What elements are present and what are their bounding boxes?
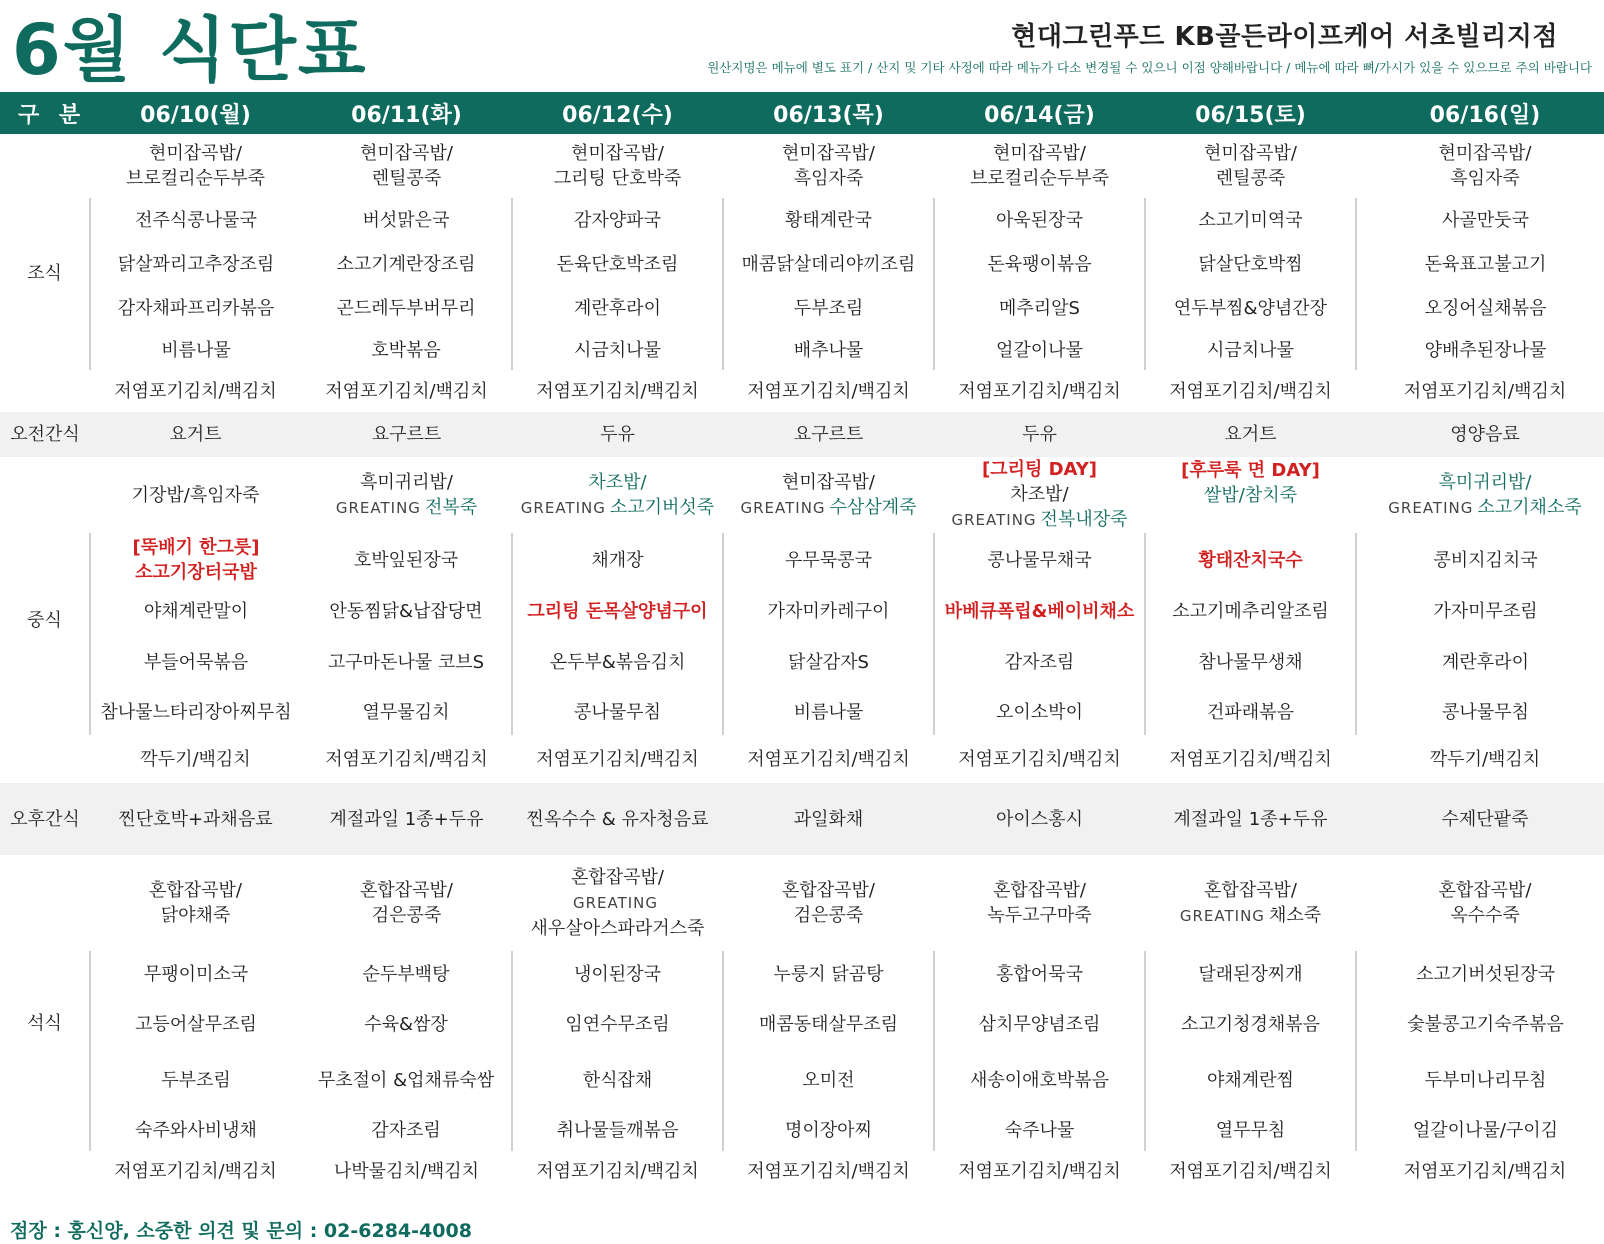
menu-cell: 감자조림 bbox=[934, 635, 1145, 689]
menu-cell: 저염포기김치/백김치 bbox=[958, 380, 1121, 402]
header-day: 06/15(토) bbox=[1145, 92, 1356, 134]
menu-cell: 배추나물 bbox=[723, 330, 934, 370]
breakfast-row bbox=[0, 370, 1604, 412]
menu-cell: 채개장 bbox=[512, 533, 723, 587]
menu-cell: 우무묵콩국 bbox=[723, 533, 934, 587]
menu-cell: 혼합잡곡밥/ 녹두고구마죽 bbox=[987, 880, 1092, 926]
menu-cell: 오이소박이 bbox=[934, 689, 1145, 735]
menu-cell: 나박물김치/백김치 bbox=[333, 1160, 480, 1182]
menu-cell: 현미잡곡밥/ 브로컬리순두부죽 bbox=[125, 143, 266, 189]
menu-cell: 흑미귀리밥/ GREATING 소고기채소죽 bbox=[1388, 471, 1582, 518]
menu-cell: 깍두기/백김치 bbox=[140, 748, 251, 770]
menu-cell: 현미잡곡밥/ 그리팅 단호박죽 bbox=[553, 143, 682, 189]
menu-cell: 돈육팽이볶음 bbox=[934, 242, 1145, 286]
menu-cell: 혼합잡곡밥/ 검은콩죽 bbox=[781, 880, 875, 926]
menu-cell: 숯불콩고기숙주볶음 bbox=[1356, 997, 1604, 1051]
menu-cell: 혼합잡곡밥/ 검은콩죽 bbox=[359, 880, 453, 926]
notice-text: 원산지명은 메뉴에 별도 표기 / 산지 및 기타 사정에 따라 메뉴가 다소 변경될 수 있으니 이점 양해바랍니다 / 메뉴에 따라 뼈/가시가 있을 수 있으므로 주의 바랍니다 bbox=[707, 60, 1592, 75]
page-title: 6월 식단표 bbox=[12, 9, 368, 91]
menu-cell: 혼합잡곡밥/ GREATING 새우살아스파라거스죽 bbox=[530, 867, 705, 939]
menu-cell: 계란후라이 bbox=[1356, 635, 1604, 689]
menu-cell: 무초절이 &업채류숙쌈 bbox=[317, 1069, 495, 1091]
menu-cell: 취나물들깨볶음 bbox=[512, 1109, 723, 1151]
menu-cell: 삼치무양념조림 bbox=[934, 997, 1145, 1051]
greating-logo: GREATING bbox=[335, 498, 421, 517]
menu-cell: 닭살꽈리고추장조림 bbox=[90, 242, 301, 286]
greating-logo: GREATING bbox=[740, 498, 826, 517]
menu-cell: 시금치나물 bbox=[1145, 330, 1356, 370]
menu-cell: 돈육표고불고기 bbox=[1356, 242, 1604, 286]
menu-cell: 콩비지김치국 bbox=[1356, 533, 1604, 587]
menu-cell: 깍두기/백김치 bbox=[1429, 748, 1541, 770]
menu-cell: 시금치나물 bbox=[512, 330, 723, 370]
menu-cell: 건파래볶음 bbox=[1145, 689, 1356, 735]
greating-logo: GREATING bbox=[1179, 906, 1265, 925]
greating-logo: GREATING bbox=[951, 511, 1037, 529]
menu-cell: 두부조림 bbox=[90, 1051, 301, 1109]
menu-cell: 매콤닭살데리야끼조림 bbox=[723, 242, 934, 286]
header-category: 구 분 bbox=[0, 92, 90, 134]
menu-cell: 숙주나물 bbox=[934, 1109, 1145, 1151]
menu-cell: 흑미귀리밥/ GREATING 전복죽 bbox=[335, 471, 478, 518]
menu-cell: 아이스홍시 bbox=[934, 783, 1145, 855]
menu-cell: 매콤동태살무조림 bbox=[723, 997, 934, 1051]
menu-cell: 숙주와사비냉채 bbox=[90, 1109, 301, 1151]
menu-cell: 홍합어묵국 bbox=[934, 951, 1145, 997]
footer-contact: 점장 : 홍신양, 소중한 의견 및 문의 : 02-6284-4008 bbox=[10, 1220, 472, 1242]
menu-cell: 황태잔치국수 bbox=[1145, 533, 1356, 587]
menu-cell: 아욱된장국 bbox=[934, 198, 1145, 242]
menu-cell: 닭살단호박찜 bbox=[1145, 242, 1356, 286]
menu-cell: 전주식콩나물국 bbox=[90, 198, 301, 242]
menu-cell: 고등어살무조림 bbox=[90, 997, 301, 1051]
menu-cell: 냉이된장국 bbox=[512, 951, 723, 997]
dinner-row bbox=[0, 1051, 1604, 1109]
menu-cell: 돈육단호박조림 bbox=[512, 242, 723, 286]
menu-cell: 콩나물무침 bbox=[512, 689, 723, 735]
menu-cell: 오징어실채볶음 bbox=[1356, 286, 1604, 330]
pm-snack-row bbox=[0, 783, 1604, 855]
menu-cell: 달래된장찌개 bbox=[1145, 951, 1356, 997]
category-dinner: 석식 bbox=[27, 1012, 62, 1034]
menu-cell: 참나물느타리장아찌무침 bbox=[90, 689, 301, 735]
menu-cell: 계란후라이 bbox=[512, 286, 723, 330]
header-day: 06/12(수) bbox=[512, 92, 723, 134]
menu-cell: 순두부백탕 bbox=[362, 963, 450, 985]
menu-cell: 소고기메추리알조림 bbox=[1145, 587, 1356, 635]
menu-cell: 계절과일 1종+두유 bbox=[301, 783, 512, 855]
menu-cell: 현미잡곡밥/ 흑임자죽 bbox=[1438, 143, 1532, 189]
menu-cell: 두유 bbox=[512, 412, 723, 457]
menu-cell: 저염포기김치/백김치 bbox=[747, 1160, 910, 1182]
menu-cell: 임연수무조림 bbox=[512, 997, 723, 1051]
menu-cell: 고구마돈나물 코브S bbox=[327, 651, 485, 673]
menu-cell: 명이장아찌 bbox=[723, 1109, 934, 1151]
menu-cell: 현미잡곡밥/ 렌틸콩죽 bbox=[1203, 143, 1297, 189]
menu-cell: 두부조림 bbox=[723, 286, 934, 330]
category-am-snack: 오전간식 bbox=[0, 412, 90, 457]
dinner-row bbox=[0, 997, 1604, 1051]
lunch-row bbox=[0, 735, 1604, 783]
am-snack-row bbox=[0, 412, 1604, 457]
menu-cell: 현미잡곡밥/ 렌틸콩죽 bbox=[359, 143, 453, 189]
menu-cell: 호박볶음 bbox=[371, 339, 441, 361]
menu-cell: 요거트 bbox=[90, 412, 301, 457]
menu-cell: 저염포기김치/백김치 bbox=[536, 380, 699, 402]
menu-cell: 감자채파프리카볶음 bbox=[90, 286, 301, 330]
menu-cell: [뚝배기 한그릇] 소고기장터국밥 bbox=[90, 533, 301, 587]
org-name: 현대그린푸드 KB골든라이프케어 서초빌리지점 bbox=[1011, 22, 1558, 52]
menu-cell: 열무물김치 bbox=[362, 701, 450, 723]
menu-cell: 곤드레두부버무리 bbox=[336, 297, 476, 319]
menu-cell: 수육&쌈장 bbox=[364, 1013, 448, 1035]
lunch-row bbox=[0, 457, 1604, 533]
menu-cell: 가자미무조림 bbox=[1356, 587, 1604, 635]
lunch-row bbox=[0, 587, 1604, 635]
lunch-row bbox=[0, 533, 1604, 587]
menu-cell: 비름나물 bbox=[90, 330, 301, 370]
menu-cell: 저염포기김치/백김치 bbox=[536, 748, 699, 770]
menu-cell: 참나물무생채 bbox=[1145, 635, 1356, 689]
menu-cell: 수제단팥죽 bbox=[1356, 783, 1604, 855]
menu-cell: 소고기청경채볶음 bbox=[1145, 997, 1356, 1051]
menu-cell: 야채계란찜 bbox=[1145, 1051, 1356, 1109]
menu-cell: 혼합잡곡밥/ 옥수수죽 bbox=[1438, 880, 1532, 926]
menu-cell: 연두부찜&양념간장 bbox=[1145, 286, 1356, 330]
menu-cell: 영양음료 bbox=[1356, 412, 1604, 457]
menu-cell: 저염포기김치/백김치 bbox=[536, 1160, 699, 1182]
menu-cell: 현미잡곡밥/ 흑임자죽 bbox=[781, 143, 875, 189]
menu-cell: 콩나물무채국 bbox=[934, 533, 1145, 587]
header-day: 06/10(월) bbox=[90, 92, 301, 134]
menu-cell: 온두부&볶음김치 bbox=[512, 635, 723, 689]
menu-cell: 콩나물무침 bbox=[1356, 689, 1604, 735]
menu-cell: 비름나물 bbox=[723, 689, 934, 735]
greating-logo: GREATING bbox=[1388, 498, 1474, 517]
dinner-row bbox=[0, 855, 1604, 951]
breakfast-row bbox=[0, 330, 1604, 370]
menu-cell: 감자조림 bbox=[371, 1119, 441, 1141]
menu-cell: 황태계란국 bbox=[723, 198, 934, 242]
menu-cell: 무팽이미소국 bbox=[90, 951, 301, 997]
menu-cell: 소고기미역국 bbox=[1145, 198, 1356, 242]
category-breakfast: 조식 bbox=[27, 262, 62, 284]
menu-cell: 저염포기김치/백김치 bbox=[114, 380, 277, 402]
menu-cell: [후루룩 면 DAY] 쌀밥/참치죽 bbox=[1181, 459, 1320, 506]
menu-cell: 차조밥/ GREATING 소고기버섯죽 bbox=[520, 471, 715, 518]
dinner-row bbox=[0, 1109, 1604, 1151]
menu-cell: 얼갈이나물 bbox=[934, 330, 1145, 370]
menu-cell: 저염포기김치/백김치 bbox=[114, 1160, 277, 1182]
greating-logo: GREATING bbox=[520, 498, 606, 517]
menu-cell: 요거트 bbox=[1145, 412, 1356, 457]
menu-cell: 찐옥수수 & 유자청음료 bbox=[512, 783, 723, 855]
category-pm-snack: 오후간식 bbox=[0, 783, 90, 855]
lunch-row bbox=[0, 635, 1604, 689]
menu-cell: 열무무침 bbox=[1145, 1109, 1356, 1151]
menu-cell: 야채계란말이 bbox=[90, 587, 301, 635]
menu-cell: 저염포기김치/백김치 bbox=[958, 1160, 1121, 1182]
menu-cell: 저염포기김치/백김치 bbox=[958, 748, 1121, 770]
menu-cell: 기장밥/흑임자죽 bbox=[131, 484, 260, 506]
menu-cell: 누룽지 닭곰탕 bbox=[723, 951, 934, 997]
menu-cell: 메추리알S bbox=[934, 286, 1145, 330]
menu-cell: 부들어묵볶음 bbox=[90, 635, 301, 689]
menu-cell: 저염포기김치/백김치 bbox=[1169, 1160, 1332, 1182]
header-day: 06/14(금) bbox=[934, 92, 1145, 134]
category-lunch: 중식 bbox=[27, 609, 62, 631]
breakfast-row bbox=[0, 286, 1604, 330]
menu-cell: [그리팅 DAY] 차조밥/ GREATING 전복내장죽 bbox=[951, 459, 1128, 530]
menu-cell: 가자미카레구이 bbox=[723, 587, 934, 635]
greating-logo: GREATING bbox=[572, 894, 659, 912]
header-row bbox=[0, 92, 1604, 134]
menu-cell: 현미잡곡밥/ GREATING 수삼삼계죽 bbox=[740, 471, 917, 518]
menu-cell: 바베큐폭립&베이비채소 bbox=[934, 587, 1145, 635]
menu-cell: 저염포기김치/백김치 bbox=[747, 748, 910, 770]
menu-cell: 저염포기김치/백김치 bbox=[1403, 380, 1567, 402]
menu-cell: 안동찜닭&납잡당면 bbox=[329, 600, 483, 622]
menu-cell: 소고기버섯된장국 bbox=[1356, 951, 1604, 997]
menu-cell: 한식잡채 bbox=[512, 1051, 723, 1109]
breakfast-row bbox=[0, 198, 1604, 242]
menu-cell: 새송이애호박볶음 bbox=[934, 1051, 1145, 1109]
menu-cell: 저염포기김치/백김치 bbox=[325, 748, 488, 770]
menu-cell: 오미전 bbox=[723, 1051, 934, 1109]
menu-cell: 찐단호박+과채음료 bbox=[90, 783, 301, 855]
menu-cell: 두부미나리무침 bbox=[1356, 1051, 1604, 1109]
menu-cell: 소고기계란장조림 bbox=[336, 253, 476, 275]
menu-cell: 얼갈이나물/구이김 bbox=[1356, 1109, 1604, 1151]
menu-cell: 닭살감자S bbox=[723, 635, 934, 689]
header-day: 06/16(일) bbox=[1356, 92, 1604, 134]
menu-cell: 호박잎된장국 bbox=[353, 549, 459, 571]
menu-cell: 버섯맑은국 bbox=[362, 209, 450, 231]
menu-cell: 저염포기김치/백김치 bbox=[747, 380, 910, 402]
menu-cell: 감자양파국 bbox=[512, 198, 723, 242]
menu-cell: 두유 bbox=[934, 412, 1145, 457]
header-day: 06/11(화) bbox=[301, 92, 512, 134]
lunch-row bbox=[0, 689, 1604, 735]
breakfast-row bbox=[0, 242, 1604, 286]
menu-cell: 저염포기김치/백김치 bbox=[1169, 380, 1332, 402]
dinner-row bbox=[0, 1151, 1604, 1191]
menu-cell: 혼합잡곡밥/ GREATING 채소죽 bbox=[1179, 879, 1322, 926]
breakfast-row bbox=[0, 134, 1604, 198]
menu-cell: 양배추된장나물 bbox=[1356, 330, 1604, 370]
menu-cell: 저염포기김치/백김치 bbox=[325, 380, 488, 402]
menu-table bbox=[0, 92, 1604, 1191]
dinner-row bbox=[0, 951, 1604, 997]
menu-cell: 요구르트 bbox=[723, 412, 934, 457]
menu-cell: 저염포기김치/백김치 bbox=[1169, 748, 1332, 770]
menu-cell: 과일화채 bbox=[723, 783, 934, 855]
menu-cell: 계절과일 1종+두유 bbox=[1145, 783, 1356, 855]
menu-cell: 사골만둣국 bbox=[1356, 198, 1604, 242]
menu-cell: 혼합잡곡밥/ 닭야채죽 bbox=[148, 880, 242, 926]
header-day: 06/13(목) bbox=[723, 92, 934, 134]
menu-cell: 요구르트 bbox=[301, 412, 512, 457]
menu-cell: 현미잡곡밥/ 브로컬리순두부죽 bbox=[969, 143, 1110, 189]
menu-cell: 저염포기김치/백김치 bbox=[1403, 1160, 1567, 1182]
menu-cell: 그리팅 돈목살양념구이 bbox=[512, 587, 723, 635]
